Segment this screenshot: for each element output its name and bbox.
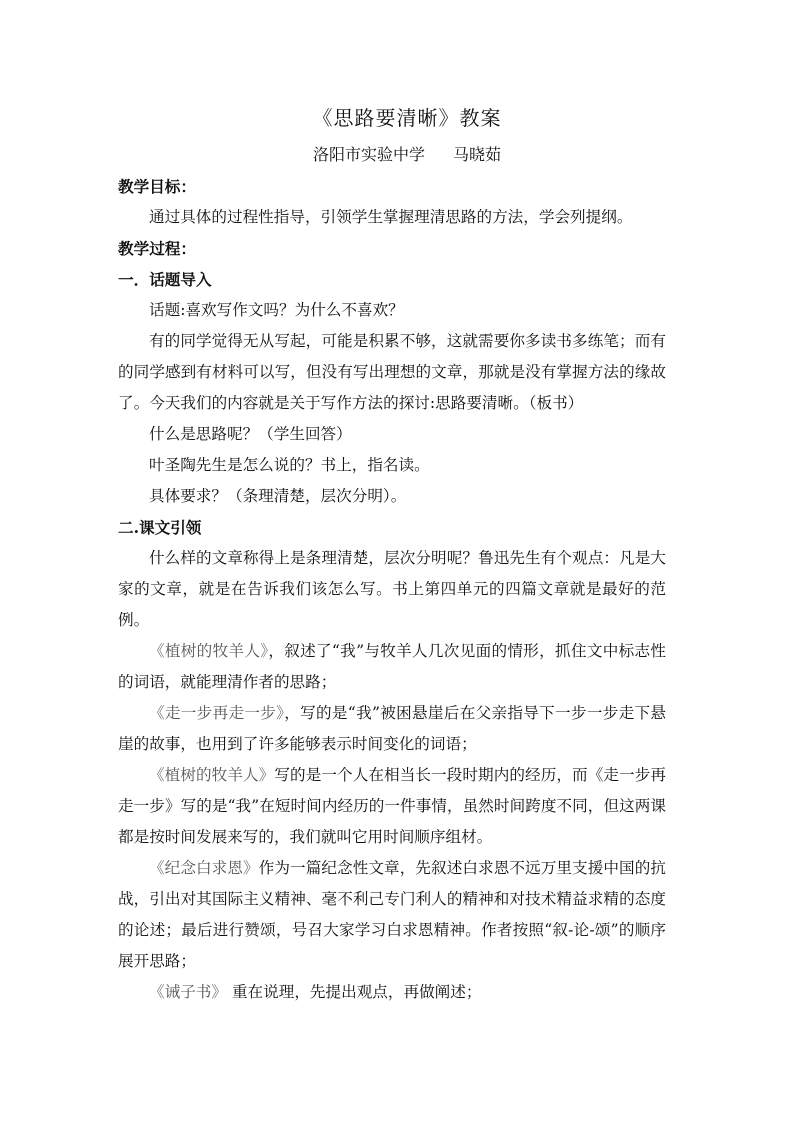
goal-heading: 教学目标： [118, 177, 196, 196]
work-description: 写的是一个人在相当长一段时期内的经历，而《走一步再走一步》写的是“我”在短时间内经历的一件事情，虽然时间跨度不同，但这两课都是按时间发展来写的，我们就叫它用时间顺序组材。 [118, 766, 666, 846]
work-title: 《走一步再走一步》 [149, 704, 285, 722]
section1-paragraph: 什么是思路呢？（学生回答） [149, 425, 352, 443]
section2-item [118, 698, 666, 760]
document-body [118, 171, 666, 1008]
document-title: 《思路要清晰》教案 [312, 106, 502, 130]
section1-paragraph: 有的同学觉得无从写起，可能是积累不够，这就需要你多读书多练笔；而有的同学感到有材料可以写，但没有写出理想的文章，那就是没有掌握方法的缘故了。今天我们的内容就是关于写作方法的探讨:思路要清晰。（板书） [118, 332, 666, 412]
section1-heading: 一．话题导入 [118, 270, 212, 289]
section2-heading: 二.课文引领 [118, 518, 202, 537]
section1-paragraph: 具体要求？（条理清楚，层次分明）。 [149, 487, 407, 505]
author-line [120, 142, 694, 168]
process-heading: 教学过程： [118, 239, 196, 258]
section2-item [118, 636, 666, 698]
work-title: 《植树的牧羊人》 [149, 766, 275, 784]
section1-paragraph: 话题:喜欢写作文吗？为什么不喜欢？ [149, 301, 404, 319]
work-description: 作为一篇纪念性文章，先叙述白求恩不远万里支援中国的抗战，引出对其国际主义精神、毫不利己专门利人的精神和对技术精益求精的态度的论述；最后进行赞颂，号召大家学习白求恩精神。作者按照“叙-论-颂”的顺序展开思路； [118, 859, 666, 970]
work-title: 《纪念白求恩》 [149, 859, 259, 877]
goal-text: 通过具体的过程性指导，引领学生掌握理清思路的方法，学会列提纲。 [149, 208, 633, 226]
author-name: 马晓茹 [453, 145, 502, 164]
section2-item [118, 853, 666, 977]
section1-paragraph: 叶圣陶先生是怎么说的？书上，指名读。 [149, 456, 430, 474]
school-name: 洛阳市实验中学 [312, 145, 425, 164]
work-description: ，叙述了“我”与牧羊人几次见面的情形，抓住文中标志性的词语，就能理清作者的思路； [118, 642, 666, 691]
section2-intro: 什么样的文章称得上是条理清楚，层次分明呢？鲁迅先生有个观点：凡是大家的文章，就是在告诉我们该怎么写。书上第四单元的四篇文章就是最好的范例。 [118, 549, 666, 629]
work-title: 《诫子书》 [149, 983, 227, 1001]
work-title: 《植树的牧羊人》 [149, 642, 269, 660]
work-description: ，写的是“我”被困悬崖后在父亲指导下一步一步走下悬崖的故事，也用到了许多能够表示时间变化的词语； [118, 704, 666, 753]
section2-item [118, 760, 666, 853]
section2-item [118, 977, 666, 1008]
work-description: 重在说理，先提出观点，再做阐述； [226, 983, 482, 1001]
